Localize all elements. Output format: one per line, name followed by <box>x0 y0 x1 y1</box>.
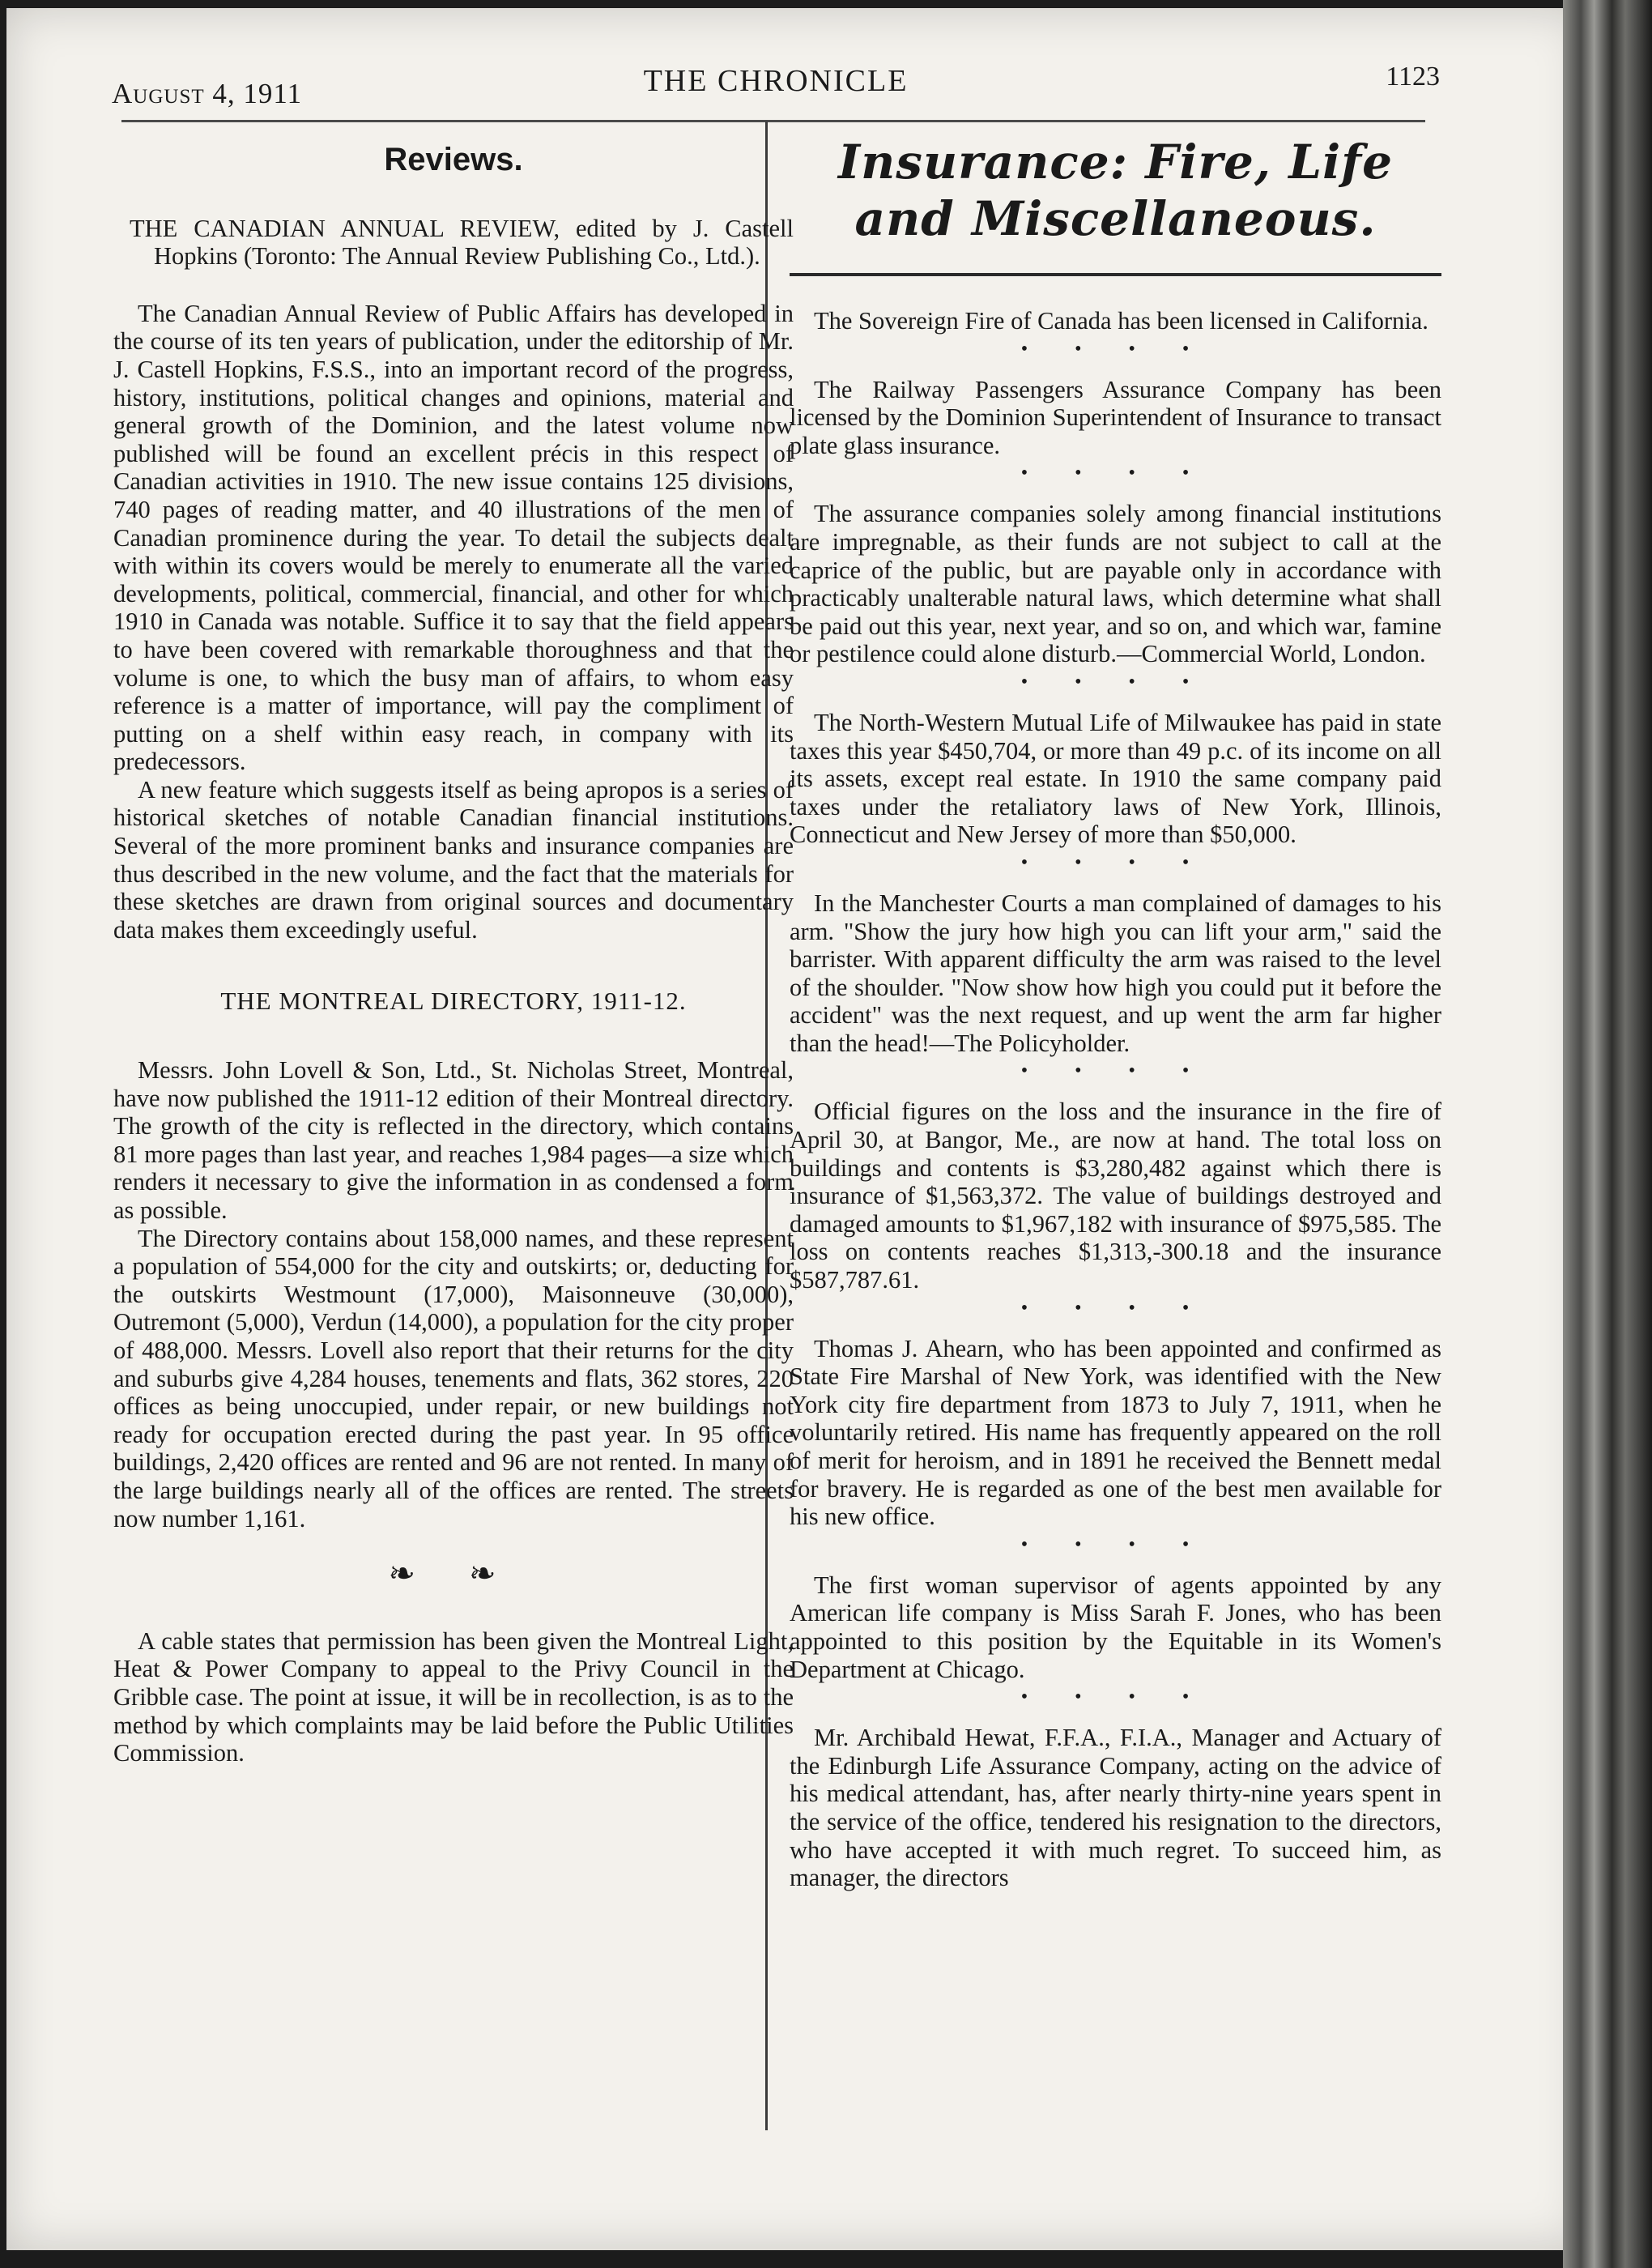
page-header <box>112 55 1440 112</box>
review-paragraph: The Canadian Annual Review of Public Affairs has developed in the course of its ten years of publication, under the editorship of Mr. J. Castell Hopkins, F.S.S., into an important record of the progress, history, institutions, political changes and opinions, material and general growth of the Dominion, and the latest volume now published will be found an excellent précis in this respect of Canadian activities in 1910. The new issue contains 125 divisions, 740 pages of reading matter, and 40 illustrations of the men of Canadian prominence during the year. To detail the subjects dealt with within its covers would be merely to enumerate all the varied developments, political, commercial, financial, and other for which 1910 in Canada was notable. Suffice it to say that the field appears to have been covered with remarkable thoroughness and that the volume is one, to which the busy man of affairs, to whom easy reference is a matter of importance, will pay the compliment of putting on a shelf within easy reach, in company with its predecessors. <box>113 299 794 776</box>
news-item: Mr. Archibald Hewat, F.F.A., F.I.A., Manager and Actuary of the Edinburgh Life Assurance Company, acting on the advice of his medical attendant, has, after nearly thirty-nine years spent in the service of the office, tendered his resignation to the directors, who have accepted it with much regret. To succeed him, as manager, the directors <box>790 1724 1441 1892</box>
separator-dots: • • • • <box>1020 851 1211 873</box>
review-heading-montreal-directory: THE MONTREAL DIRECTORY, 1911-12. <box>220 987 687 1016</box>
news-item: The first woman supervisor of agents appointed by any American life company is Miss Sarah F. Jones, who has been appointed to this position by the Equitable in its Women's Department at Chicago. <box>790 1571 1441 1683</box>
book-spine-edge <box>1563 0 1652 2268</box>
reviews-title: Reviews. <box>384 142 523 177</box>
separator-dots: • • • • <box>1020 338 1211 360</box>
review-heading-annual-review: THE CANADIAN ANNUAL REVIEW, edited by J. Castell Hopkins (Toronto: The Annual Review Publishing Co., Ltd.). <box>130 214 794 271</box>
review-paragraph: The Directory contains about 158,000 names, and these represent a population of 554,000 for the city and outskirts; or, deducting for the outskirts Westmount (17,000), Maisonneuve (30,000), Outremont (5,000), Verdun (14,000), a population for the city proper of 488,000. Messrs. Lovell also report that their returns for the city and suburbs give 4,284 houses, tenements and flats, 362 stores, 220 offices as being unoccupied, under repair, or new buildings not ready for occupation erected during the past year. In 95 office buildings, 2,420 offices are rented and 96 are not rented. In many of the large buildings nearly all of the offices are rented. The streets now number 1,161. <box>113 1224 794 1533</box>
page-number: 1123 <box>1386 62 1440 92</box>
news-item: The Sovereign Fire of Canada has been licensed in California. <box>814 307 1428 335</box>
news-item: Official figures on the loss and the insurance in the fire of April 30, at Bangor, Me., are now at hand. The total loss on buildings and contents is $3,280,482 against which there is insurance of $1,563,372. The value of buildings destroyed and damaged amounts to $1,967,182 with insurance of $975,585. The loss on contents reaches $1,313,-300.18 and the insurance $587,787.61. <box>790 1098 1441 1294</box>
separator-dots: • • • • <box>1020 671 1211 693</box>
fleuron-ornament: ❧ ❧ <box>388 1555 519 1592</box>
separator-dots: • • • • <box>1020 1060 1211 1082</box>
separator-dots: • • • • <box>1020 1686 1211 1708</box>
separator-dots: • • • • <box>1020 1297 1211 1319</box>
publication-title: THE CHRONICLE <box>643 64 909 98</box>
reviews-column <box>113 138 794 1767</box>
issue-date: August 4, 1911 <box>112 78 303 109</box>
review-paragraph: A new feature which suggests itself as being apropos is a series of historical sketches of notable Canadian financial institutions. Several of the more prominent banks and insurance companies are thus described in the new volume, and the fact that the materials for these sketches are drawn from original sources and documentary data makes them exceedingly useful. <box>113 775 794 944</box>
review-paragraph: Messrs. John Lovell & Son, Ltd., St. Nicholas Street, Montreal, have now published the 1911-12 edition of their Montreal directory. The growth of the city is reflected in the directory, which contains 81 more pages than last year, and reaches 1,984 pages—a size which renders it necessary to give the information in as condensed a form as possible. <box>113 1056 794 1224</box>
news-item: In the Manchester Courts a man complained of damages to his arm. "Show the jury how high you can lift your arm," said the barrister. With apparent difficulty the arm was raised to the level of the shoulder. "Now show how high you could put it before the accident" was the next request, and up went the arm far higher than the head!—The Policyholder. <box>790 889 1441 1057</box>
insurance-title: Insurance: Fire, Life and Miscellaneous. <box>838 134 1393 246</box>
news-item: The Railway Passengers Assurance Company has been licensed by the Dominion Superintendent of Insurance to transact plate glass insurance. <box>790 375 1441 459</box>
separator-dots: • • • • <box>1020 1533 1211 1555</box>
news-item: The assurance companies solely among financial institutions are impregnable, as their funds are not subject to call at the caprice of the public, but are payable only in accordance with practicably unalterable natural laws, which determine what shall be paid out this year, next year, and so on, and which war, famine or pestilence could alone disturb.—Commercial World, London. <box>790 500 1441 668</box>
separator-dots: • • • • <box>1020 463 1211 484</box>
news-item: The North-Western Mutual Life of Milwaukee has paid in state taxes this year $450,704, or more than 49 p.c. of its income on all its assets, except real estate. In 1910 the same company paid taxes under the retaliatory laws of New York, Illinois, Connecticut and New Jersey of more than $50,000. <box>790 708 1441 849</box>
title-rule <box>790 273 1441 276</box>
insurance-column <box>790 134 1441 1892</box>
header-rule <box>121 120 1425 122</box>
news-paragraph: A cable states that permission has been given the Montreal Light, Heat & Power Company to appeal to the Privy Council in the Gribble case. The point at issue, it will be in recollection, is as to the method by which complaints may be laid before the Public Utilities Commission. <box>113 1626 794 1767</box>
news-item: Thomas J. Ahearn, who has been appointed and confirmed as State Fire Marshal of New York, was identified with the New York city fire department from 1873 to July 7, 1911, when he voluntarily retired. His name has frequently appeared on the roll of merit for heroism, and in 1891 he received the Bennett medal for bravery. He is regarded as one of the best men available for his new office. <box>790 1334 1441 1531</box>
